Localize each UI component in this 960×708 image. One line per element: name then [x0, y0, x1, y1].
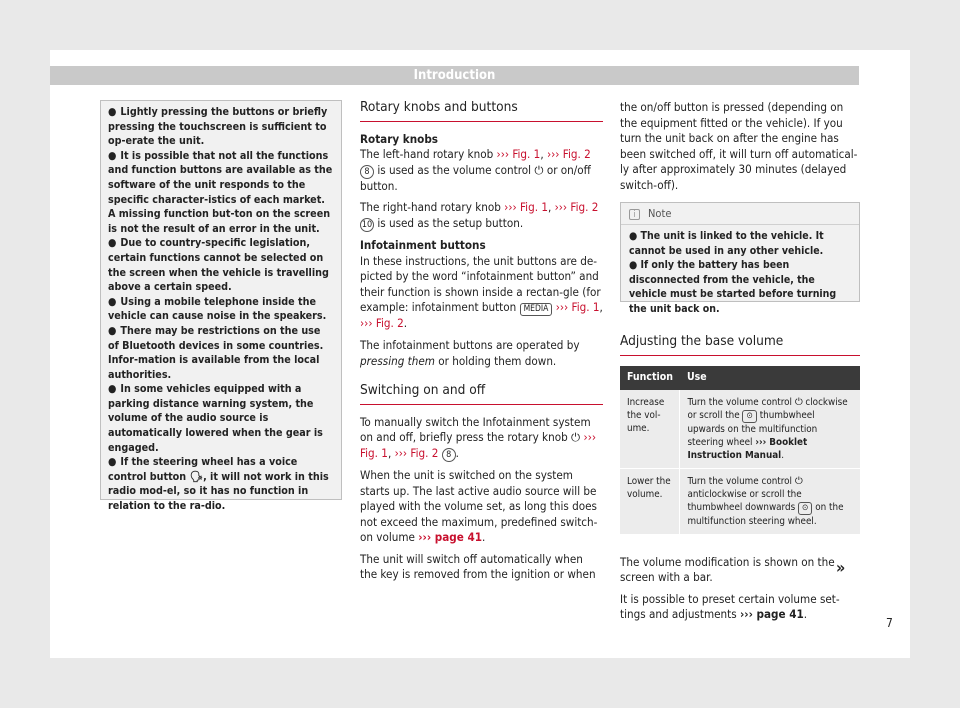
fig-link[interactable]: ››› Fig. 2 [394, 445, 439, 460]
volume-table [620, 366, 860, 535]
column-2 [360, 100, 603, 589]
bullet-item: ● It is possible that not all the functions and function buttons are available as the software of the unit responds to the specific character-istics of each market. A missing function but-ton on the screen is not the result of an error in the unit. [108, 148, 333, 235]
fig-link[interactable]: ››› Fig. 2 [360, 316, 404, 331]
para-operate: The infotainment buttons are operated by pressing them or holding them down. [360, 337, 580, 368]
callout-8: 8 [360, 165, 374, 179]
bullet-item: ● Using a mobile telephone inside the vehicle can cause noise in the speakers. [108, 294, 327, 323]
page-header: Introduction [50, 66, 859, 85]
section-heading-rotary: Rotary knobs and buttons [360, 100, 603, 122]
table-row: Lower the volume. Turn the volume control ⏻ anticlockwise or scroll the thumbwheel downwards ⊙ on the multifunction steering wheel. [620, 468, 860, 534]
power-icon: ⏻ [794, 396, 803, 408]
power-icon: ⏻ [794, 475, 803, 487]
para-delayed: the on/off button is pressed (depending on the equipment fitted or the vehicle). If you turn the unit back on after the engine has been switched off, it will turn off automatical-ly after approximately 30 minutes (delayed switch-off). [620, 100, 858, 192]
fig-link[interactable]: ››› Fig. 2 [554, 200, 599, 215]
info-icon: i [629, 209, 640, 220]
para-right-knob: The right-hand rotary knob ››› Fig. 1, ››› Fig. 2 10 is used as the setup button. [360, 200, 599, 230]
bullet-item: ● Due to country-specific legislation, certain functions cannot be selected on the screen when the vehicle is travelling above a certain speed. [108, 236, 329, 294]
para-auto-off: The unit will switch off automatically when the key is removed from the ignition or when [360, 551, 596, 582]
column-3 [620, 100, 860, 200]
callout-10: 10 [361, 219, 373, 230]
th-function: Function [620, 366, 680, 390]
fig-link[interactable]: ››› Fig. 1 [496, 147, 541, 162]
column-3-lower [620, 334, 860, 629]
thumbwheel-icon: ⊙ [798, 502, 812, 515]
table-row: Increase the vol-ume. Turn the volume control ⏻ clockwise or scroll the ⊙ thumbwheel upwards on the multifunction steering wheel ››› Booklet Instruction Manual. [620, 390, 860, 469]
para-buttons: In these instructions, the unit buttons are de-picted by the word “infotainment button” and their function is shown inside a rectan-gle (for example: infotainment button MEDIA ››› Fig. 1, ››› Fig. 2. [360, 253, 603, 331]
continue-mark: » [836, 558, 846, 577]
note-item: ● If only the battery has been disconnected from the vehicle, the vehicle must be started before turning the unit back on. [629, 259, 837, 315]
bullet-voice-control: ● If the steering wheel has a voice control button 🗣, it will not work in this radio mod-el, so it has no function in relation to the ra-dio. [108, 455, 329, 513]
bullet-item: ● In some vehicles equipped with a parking distance warning system, the volume of the audio source is automatically lowered when the gear is engaged. [108, 382, 323, 454]
para-preset: It is possible to preset certain volume set-tings and adjustments ››› page 41. [620, 591, 840, 622]
callout-8: 8 [442, 448, 456, 462]
sub-heading-rotary-knobs: Rotary knobs [360, 131, 439, 146]
section-heading-volume: Adjusting the base volume [620, 334, 860, 356]
voice-control-icon: 🗣 [189, 469, 204, 483]
page-link[interactable]: ››› page 41 [739, 607, 804, 622]
para-bar: The volume modification is shown on the screen with a bar. [620, 554, 835, 585]
para-switch: To manually switch the Infotainment system on and off, briefly press the rotary knob ⏻ ››› Fig. 1, ››› Fig. 2 8 . [360, 414, 597, 460]
power-icon: ⏻ [534, 162, 544, 177]
power-icon: ⏻ [571, 430, 581, 445]
sub-heading-infotainment-buttons: Infotainment buttons [360, 237, 486, 252]
page-number: 7 [886, 616, 893, 630]
note-item: ● The unit is linked to the vehicle. It cannot be used in any other vehicle. [629, 230, 824, 257]
fig-link[interactable]: ››› Fig. 1 [504, 200, 548, 215]
para-startup: When the unit is switched on the system starts up. The last active audio source will be played with the volume set, as long this does not exceed the maximum, predefined switch-on volume ››› page 41. [360, 467, 598, 545]
fig-link[interactable]: ››› Fig. 2 [546, 147, 591, 162]
bullet-item: ● There may be restrictions on the use of Bluetooth devices in some countries. Infor-mation is available from the local authorities. [108, 323, 324, 381]
note-box [620, 202, 860, 315]
para-left-knob: The left-hand rotary knob ››› Fig. 1, ››› Fig. 2 8 is used as the volume control ⏻ or on/off button. [360, 147, 591, 193]
page-link[interactable]: ››› page 41 [418, 530, 482, 545]
bullet-item: ● Lightly pressing the buttons or briefly pressing the touchscreen is sufficient to op-erate the unit. [108, 105, 328, 148]
media-button: MEDIA [520, 303, 553, 316]
section-heading-switching: Switching on and off [360, 383, 603, 405]
note-header: i Note [621, 203, 859, 225]
thumbwheel-icon: ⊙ [742, 410, 756, 423]
th-use: Use [680, 366, 860, 390]
fig-link[interactable]: ››› Fig. 1 [360, 430, 597, 460]
fig-link[interactable]: ››› Fig. 1 [555, 300, 600, 315]
info-box [100, 100, 342, 513]
